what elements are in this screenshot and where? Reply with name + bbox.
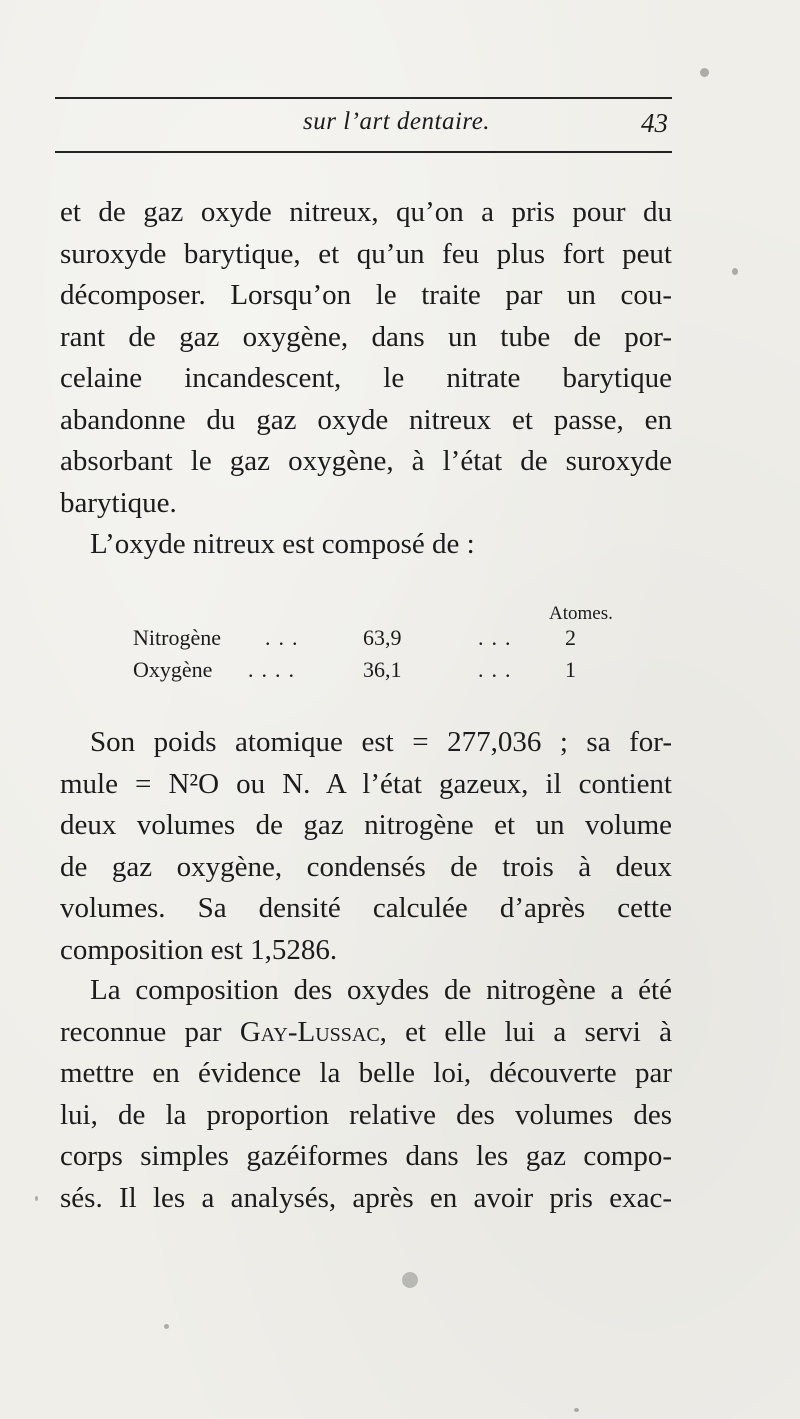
element-name: Nitrogène <box>133 625 221 650</box>
text-line: lui, de la proportion relative des volumes des <box>60 1098 672 1131</box>
text-line: corps simples gazéiformes dans les gaz compo- <box>60 1140 672 1172</box>
page-number: 43 <box>641 108 668 138</box>
paragraph-2 <box>60 524 672 566</box>
paragraph-3 <box>60 722 672 971</box>
paragraph-1 <box>60 192 672 524</box>
element-name: Oxygène <box>133 657 213 682</box>
text-line: sés. Il les a analysés, après en avoir pris exac- <box>60 1181 672 1214</box>
running-head <box>55 108 672 148</box>
paper-speck <box>35 1196 38 1201</box>
text-line: composition est 1,5286. <box>60 933 338 966</box>
text-line <box>60 1012 672 1054</box>
element-atoms: 2 <box>565 625 576 650</box>
running-title: sur l’art dentaire. <box>303 108 491 135</box>
text-line: deux volumes de gaz nitrogène et un volume <box>60 809 672 841</box>
text-line: celaine incandescent, le nitrate barytique <box>60 362 672 394</box>
paper-speck <box>732 268 738 275</box>
paper-speck <box>574 1408 579 1412</box>
text-line: de gaz oxygène, condensés de trois à deux <box>60 850 672 883</box>
element-percentage: 63,9 <box>363 625 402 650</box>
text-line: mule = N²O ou N. A l’état gazeux, il contient <box>60 767 672 800</box>
text-fragment: reconnue par <box>60 1015 222 1048</box>
text-line: suroxyde barytique, et qu’un feu plus fort peut <box>60 237 672 270</box>
text-line: abandonne du gaz oxyde nitreux et passe, en <box>60 403 672 436</box>
table-row <box>133 622 593 654</box>
paragraph-4 <box>60 970 672 1219</box>
paper-speck <box>164 1324 169 1329</box>
text-line: mettre en évidence la belle loi, découverte par <box>60 1057 672 1089</box>
text-line: absorbant le gaz oxygène, à l’état de suroxyde <box>60 445 672 477</box>
text-fragment: , et elle lui a servi à <box>379 1015 672 1048</box>
text-line: barytique. <box>60 486 177 519</box>
leader-dots: ... <box>478 657 519 682</box>
text-line: Son poids atomique est = 277,036 ; sa for- <box>90 726 672 758</box>
header-rule-top <box>55 97 672 99</box>
text-line: La composition des oxydes de nitrogène a été <box>90 974 672 1006</box>
element-atoms: 1 <box>565 657 576 682</box>
leader-dots: ... <box>478 625 519 650</box>
atoms-column-header: Atomes. <box>549 603 613 624</box>
table-row <box>133 654 593 686</box>
text-line: L’oxyde nitreux est composé de : <box>90 528 475 560</box>
leader-dots: .... <box>248 657 302 682</box>
text-line: décomposer. Lorsqu’on le traite par un cou- <box>60 279 672 311</box>
header-rule-bottom <box>55 151 672 153</box>
paper-speck <box>700 68 709 77</box>
element-percentage: 36,1 <box>363 657 402 682</box>
text-line: rant de gaz oxygène, dans un tube de por- <box>60 320 672 353</box>
text-line: volumes. Sa densité calculée d’après cette <box>60 892 672 924</box>
leader-dots: ... <box>265 625 306 650</box>
text-line: et de gaz oxyde nitreux, qu’on a pris pour du <box>60 196 672 228</box>
paper-speck <box>402 1272 418 1288</box>
author-name: Gay-Lussac <box>239 1015 380 1048</box>
